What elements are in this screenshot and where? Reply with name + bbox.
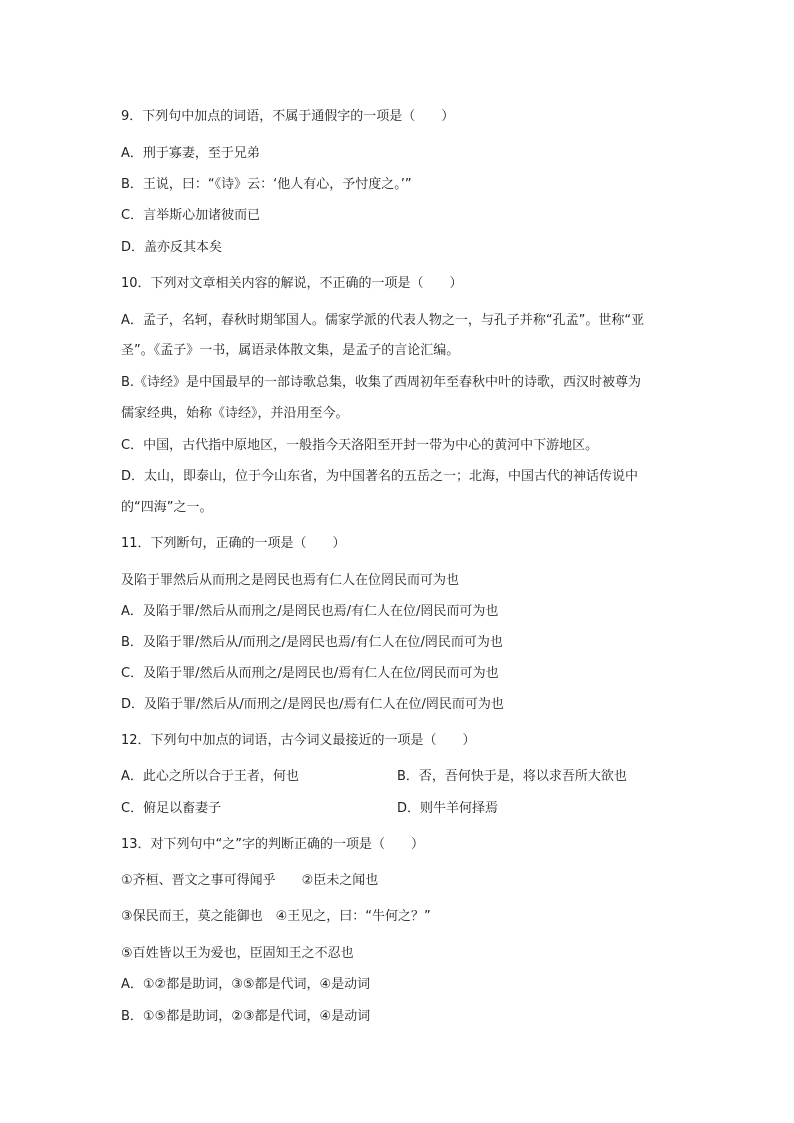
q11-stem: 11．下列断句，正确的一项是（ ） <box>121 536 346 551</box>
q10-option-b-line2: 儒家经典，始称《诗经》，并沿用至今。 <box>121 406 349 421</box>
q12-option-c: C．俯足以畜妻子 <box>121 801 222 816</box>
q9-option-c: C．言举斯心加诸彼而已 <box>121 208 261 223</box>
q9-option-b: B．王说，曰：“《诗》云：‘他人有心，予忖度之。’” <box>121 177 412 192</box>
q13-option-b: B．①⑤都是助词，②③都是代词，④是动词 <box>121 1009 371 1024</box>
q9-stem: 9．下列句中加点的词语，不属于通假字的一项是（ ） <box>121 109 455 124</box>
q12-option-b: B．否，吾何快于是，将以求吾所大欲也 <box>397 769 627 784</box>
q10-option-d-line2: 的“四海”之一。 <box>121 500 213 515</box>
q12-option-d: D．则牛羊何择焉 <box>397 801 499 816</box>
q13-sentence-group-3: ⑤百姓皆以王为爱也，臣固知王之不忍也 <box>121 946 354 961</box>
q10-option-a-line1: A．孟子，名轲，春秋时期邹国人。儒家学派的代表人物之一，与孔子并称“孔孟”。世称“亚 <box>121 313 645 328</box>
q13-option-a: A．①②都是助词，③⑤都是代词，④是动词 <box>121 977 371 992</box>
q10-option-b-line1: B.《诗经》是中国最早的一部诗歌总集，收集了西周初年至春秋中叶的诗歌，西汉时被尊为 <box>121 375 642 390</box>
q10-option-d-line1: D．太山，即泰山，位于今山东省，为中国著名的五岳之一；北海，中国古代的神话传说中 <box>121 469 639 484</box>
q13-sentence-group-2: ③保民而王，莫之能御也 ④王见之，曰：“牛何之？” <box>121 909 431 924</box>
q11-option-a: A．及陷于罪/然后从而刑之/是罔民也焉/有仁人在位/罔民而可为也 <box>121 604 499 619</box>
q10-stem: 10．下列对文章相关内容的解说，不正确的一项是（ ） <box>121 276 463 291</box>
q10-option-a-line2: 圣”。《孟子》一书，属语录体散文集，是孟子的言论汇编。 <box>121 343 460 358</box>
q11-option-d: D．及陷于罪/然后从/而刑之/是罔民也/焉有仁人在位/罔民而可为也 <box>121 697 504 712</box>
q11-passage: 及陷于罪然后从而刑之是罔民也焉有仁人在位罔民而可为也 <box>121 573 460 588</box>
q13-sentence-group-1: ①齐桓、晋文之事可得闻乎 ②臣未之闻也 <box>121 873 379 888</box>
q11-option-c: C．及陷于罪/然后从而刑之/是罔民也/焉有仁人在位/罔民而可为也 <box>121 666 499 681</box>
q13-stem: 13．对下列句中“之”字的判断正确的一项是（ ） <box>121 837 425 852</box>
q10-option-c: C．中国，古代指中原地区，一般指今天洛阳至开封一带为中心的黄河中下游地区。 <box>121 438 599 453</box>
q11-option-b: B．及陷于罪/然后从/而刑之/是罔民也焉/有仁人在位/罔民而可为也 <box>121 635 503 650</box>
q12-stem: 12．下列句中加点的词语，古今词义最接近的一项是（ ） <box>121 733 476 748</box>
q12-option-a: A．此心之所以合于王者，何也 <box>121 769 299 784</box>
q9-option-a: A．刑于寡妻，至于兄弟 <box>121 146 260 161</box>
q9-option-d: D．盖亦反其本矣 <box>121 240 223 255</box>
